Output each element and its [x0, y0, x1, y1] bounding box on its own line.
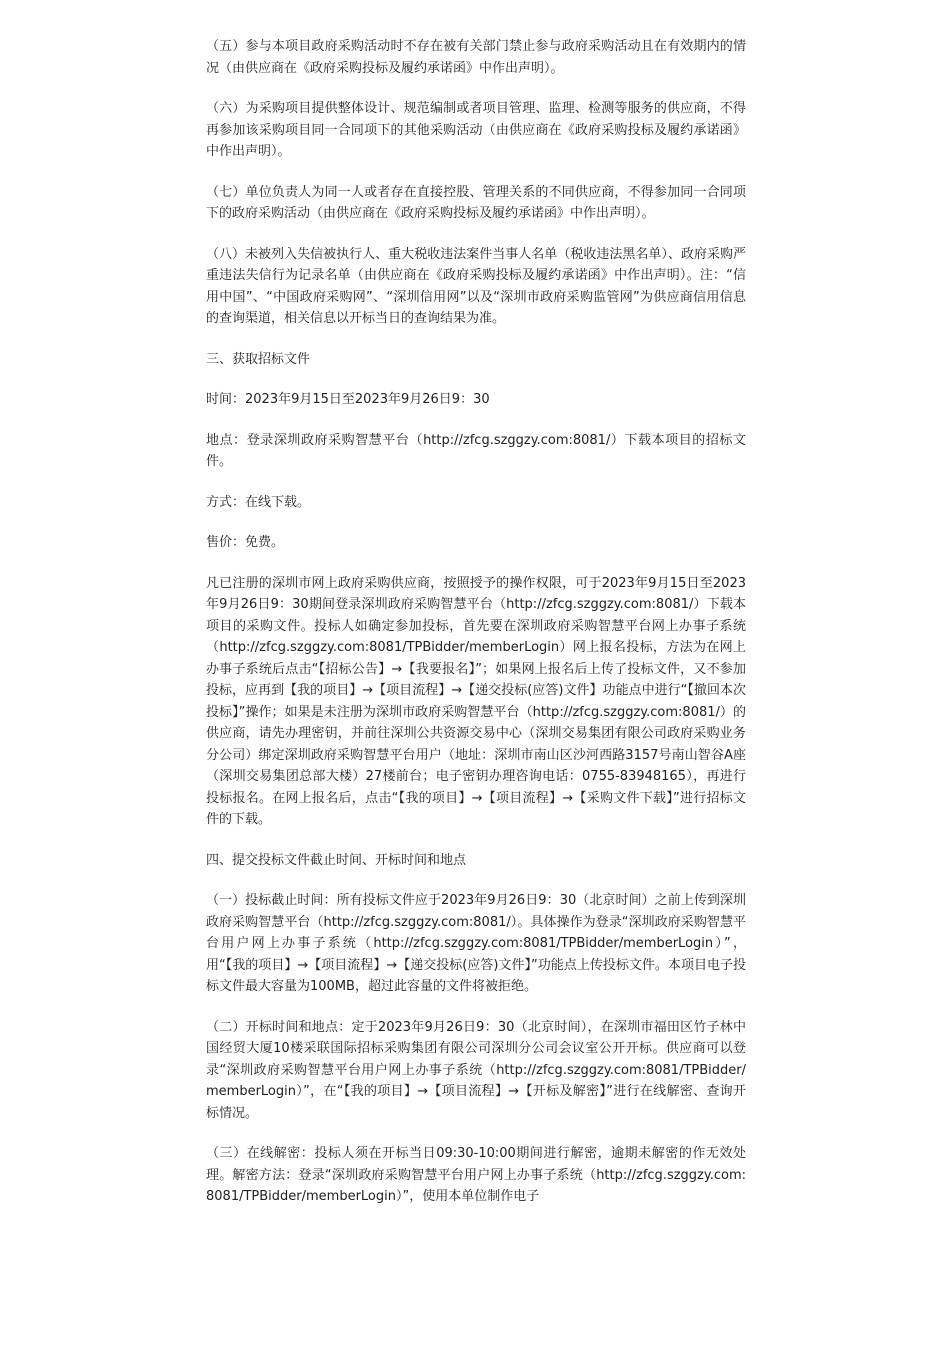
registration-instructions: 凡已注册的深圳市网上政府采购供应商，按照授予的操作权限，可于2023年9月15日至2023年9月26日9：30期间登录深圳政府采购智慧平台（http://zfcg.szggzy.com:8081/）下载本项目的采购文件。投标人如确定参加投标，首先要在深圳政府采购智慧平台网上办事子系统（http://zfcg.szggzy.com:8081/TPBidder/memberLogin）网上报名投标，方法为在网上办事子系统后点击“【招标公告】→【我要报名】”；如果网上报名后上传了投标文件，又不参加投标，应再到【我的项目】→【项目流程】→【递交投标(应答)文件】功能点中进行“【撤回本次投标】”操作；如果是未注册为深圳市政府采购智慧平台（http://zfcg.szggzy.com:8081/）的供应商，请先办理密钥，并前往深圳公共资源交易中心（深圳交易集团有限公司政府采购业务分公司）绑定深圳政府采购智慧平台用户（地址：深圳市南山区沙河西路3157号南山智谷A座（深圳交易集团总部大楼）27楼前台；电子密钥办理咨询电话：0755-83948165），再进行投标报名。在网上报名后，点击“【我的项目】→【项目流程】→【采购文件下载】”进行招标文件的下载。: [206, 575, 746, 827]
clause-5: （五）参与本项目政府采购活动时不存在被有关部门禁止参与政府采购活动且在有效期内的情况（由供应商在《政府采购投标及履约承诺函》中作出声明）。: [206, 39, 746, 76]
online-decryption: （三）在线解密：投标人须在开标当日09:30-10:00期间进行解密，逾期未解密的作无效处理。解密方法：登录“深圳政府采购智慧平台用户网上办事子系统（http://zfcg.szggzy.com:8081/TPBidder/memberLogin）”，使用本单位制作电子: [206, 1146, 746, 1204]
clause-6: （六）为采购项目提供整体设计、规范编制或者项目管理、监理、检测等服务的供应商，不得再参加该采购项目同一合同项下的其他采购活动（由供应商在《政府采购投标及履约承诺函》中作出声明）。: [206, 101, 746, 159]
document-page: [206, 36, 746, 1227]
clause-7: （七）单位负责人为同一人或者存在直接控股、管理关系的不同供应商，不得参加同一合同项下的政府采购活动（由供应商在《政府采购投标及履约承诺函》中作出声明）。: [206, 184, 746, 221]
section-heading-obtain-documents: 三、获取招标文件: [206, 351, 311, 367]
obtain-price: 售价：免费。: [206, 535, 285, 550]
submission-deadline: （一）投标截止时间：所有投标文件应于2023年9月26日9：30（北京时间）之前上传到深圳政府采购智慧平台（http://zfcg.szggzy.com:8081/）。具体操作为登录“深圳政府采购智慧平台用户网上办事子系统（http://zfcg.szggzy.com:8081/TPBidder/memberLogin）”，用“【我的项目】→【项目流程】→【递交投标(应答)文件】”功能点上传投标文件。本项目电子投标文件最大容量为100MB，超过此容量的文件将被拒绝。: [206, 893, 746, 994]
clause-8: （八）未被列入失信被执行人、重大税收违法案件当事人名单（税收违法黑名单）、政府采购严重违法失信行为记录名单（由供应商在《政府采购投标及履约承诺函》中作出声明）。注：“信用中国”、“中国政府采购网”、“深圳信用网”以及“深圳市政府采购监管网”为供应商信用信息的查询渠道，相关信息以开标当日的查询结果为准。: [206, 246, 746, 326]
opening-time-location: （二）开标时间和地点：定于2023年9月26日9：30（北京时间），在深圳市福田区竹子林中国经贸大厦10楼采联国际招标采购集团有限公司深圳分公司会议室公开开标。供应商可以登录“深圳政府采购智慧平台用户网上办事子系统（http://zfcg.szggzy.com:8081/TPBidder/memberLogin）”，在“【我的项目】→【项目流程】→【开标及解密】”进行在线解密、查询开标情况。: [206, 1019, 746, 1121]
obtain-time: 时间：2023年9月15日至2023年9月26日9：30: [206, 392, 490, 407]
obtain-location: 地点：登录深圳政府采购智慧平台（http://zfcg.szggzy.com:8081/）下载本项目的招标文件。: [206, 432, 746, 469]
section-heading-submission: 四、提交投标文件截止时间、开标时间和地点: [206, 852, 467, 868]
obtain-method: 方式：在线下载。: [206, 494, 311, 510]
